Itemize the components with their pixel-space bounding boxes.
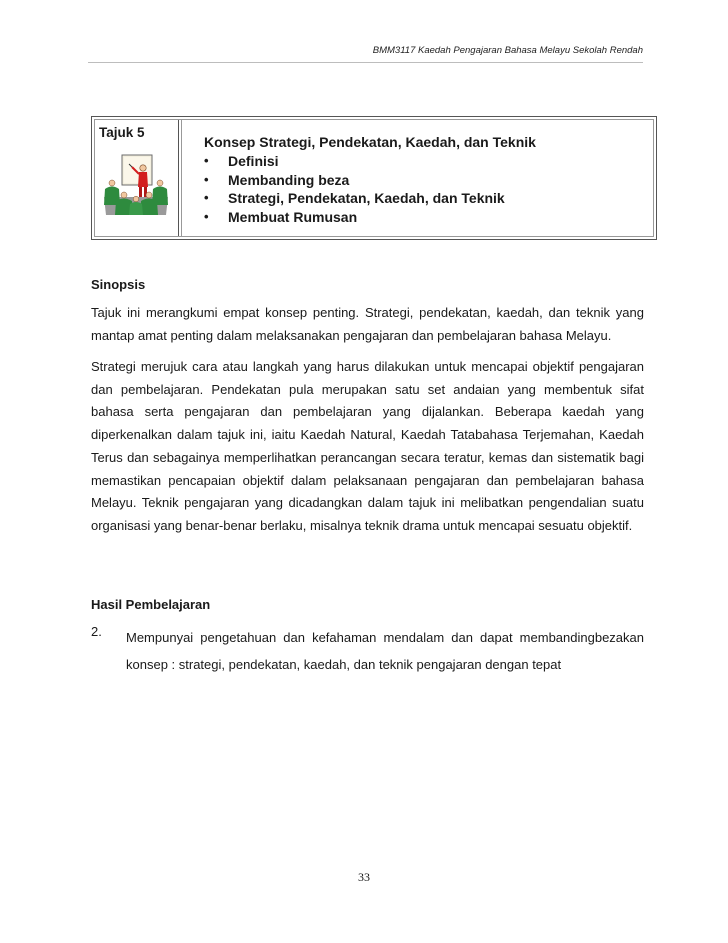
sinopsis-paragraph-1: Tajuk ini merangkumi empat konsep penting. Strategi, pendekatan, kaedah, dan teknik yang mantap amat penting dalam melaksanakan pengajaran dan pembelajaran bahasa Melayu. [91, 305, 644, 343]
topic-content [204, 133, 536, 226]
bullet-icon: • [204, 190, 209, 205]
course-title-header: BMM3117 Kaedah Pengajaran Bahasa Melayu Sekolah Rendah [372, 45, 643, 56]
bullet-icon: • [204, 171, 209, 187]
topic-box-divider [178, 120, 179, 236]
topic-box [91, 116, 657, 240]
topic-number-label: Tajuk 5 [99, 125, 145, 140]
teacher-presenting-to-class-icon [100, 153, 172, 217]
topic-box-divider-inner [181, 120, 182, 236]
header-rule [88, 62, 643, 63]
topic-title: Konsep Strategi, Pendekatan, Kaedah, dan Teknik [204, 134, 536, 150]
topic-bullet-list [204, 152, 536, 226]
bullet-icon: • [204, 153, 209, 168]
learning-outcome-number: 2. [91, 624, 102, 639]
page-number: 33 [358, 870, 370, 884]
list-item: • Strategi, Pendekatan, Kaedah, dan Teknik [204, 190, 505, 206]
hasil-pembelajaran-heading: Hasil Pembelajaran [91, 597, 211, 612]
learning-outcome-text: Mempunyai pengetahuan dan kefahaman mendalam dan dapat membandingbezakan konsep : strategi, pendekatan, kaedah, dan teknik pengajaran dengan tepat [126, 630, 644, 672]
bullet-icon: • [204, 208, 209, 224]
list-item: • Membuat Rumusan [204, 208, 358, 225]
sinopsis-heading: Sinopsis [91, 277, 146, 292]
sinopsis-paragraph-2: Strategi merujuk cara atau langkah yang harus dilakukan untuk mencapai objektif pengajaran dan pembelajaran. Pendekatan pula merupakan satu set andaian yang membentuk sifat bahasa serta pengajaran dan pembelajaran yang dijalankan. Beberapa kaedah yang diperkenalkan dalam tajuk ini, iaitu Kaedah Natural, Kaedah Tatabahasa Terjemahan, Kaedah Terus dan sebagainya memperlihatkan perancangan secara teratur, kemas dan sistematik bagi memastikan pencapaian objektif dalam pelaksanaan pengajaran dan pembelajaran bahasa Melayu. Teknik pengajaran yang dicadangkan dalam tajuk ini melibatkan pengendalian suatu organisasi yang benar-benar berlaku, misalnya teknik drama untuk mencapai sesuatu objektif. [91, 359, 644, 533]
list-item: • Definisi [204, 153, 279, 169]
list-item: • Membanding beza [204, 171, 350, 188]
